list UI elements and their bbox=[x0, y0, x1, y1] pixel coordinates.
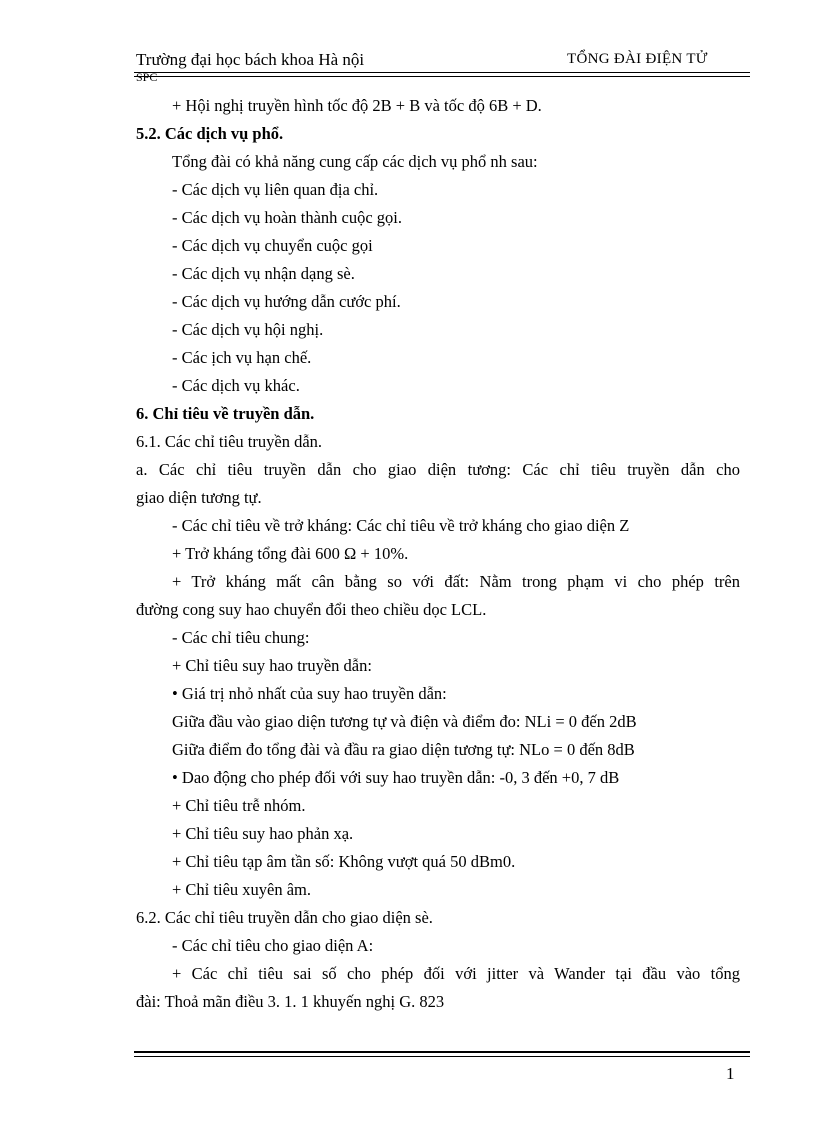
page-number: 1 bbox=[726, 1064, 735, 1083]
subsection-heading: 6.2. Các chỉ tiêu truyền dẫn cho giao diện sè. bbox=[136, 908, 433, 927]
list-item: - Các dịch vụ hội nghị. bbox=[172, 320, 324, 339]
text-line: + Hội nghị truyền hình tốc độ 2B + B và tốc độ 6B + D. bbox=[172, 96, 542, 115]
header-school: Trường đại học bách khoa Hà nội bbox=[136, 50, 365, 69]
bullet-item: • Giá trị nhỏ nhất của suy hao truyền dẫn: bbox=[172, 684, 447, 703]
text-line: Giữa đầu vào giao diện tương tự và điện và điểm đo: NLi = 0 đến 2dB bbox=[172, 712, 637, 731]
text-line: - Các chỉ tiêu chung: bbox=[172, 628, 310, 647]
text-line: + Các chỉ tiêu sai số cho phép đối với jitter và Wander tại đầu vào tổng bbox=[172, 964, 740, 983]
list-item: - Các dịch vụ nhận dạng sè. bbox=[172, 264, 355, 283]
text-line: + Trở kháng tổng đài 600 Ω + 10%. bbox=[172, 544, 409, 563]
list-item: - Các dịch vụ khác. bbox=[172, 376, 300, 395]
list-item: - Các ịch vụ hạn chế. bbox=[172, 348, 312, 367]
subsection-heading: 6.1. Các chỉ tiêu truyền dẫn. bbox=[136, 432, 323, 451]
text-line: Giữa điểm đo tổng đài và đầu ra giao diện tương tự: NLo = 0 đến 8dB bbox=[172, 740, 635, 759]
text-line: a. Các chỉ tiêu truyền dẫn cho giao diện tương: Các chỉ tiêu truyền dẫn cho bbox=[136, 460, 740, 479]
text-line: + Chỉ tiêu tạp âm tần số: Không vượt quá 50 dBm0. bbox=[172, 852, 516, 871]
header-title: TỔNG ĐÀI ĐIỆN TỬ bbox=[567, 51, 708, 67]
text-line: Tổng đài có khả năng cung cấp các dịch vụ phổ nh sau: bbox=[172, 152, 538, 171]
list-item: - Các dịch vụ liên quan địa chỉ. bbox=[172, 180, 379, 199]
header-rule bbox=[134, 72, 750, 73]
section-heading: 5.2. Các dịch vụ phổ. bbox=[136, 124, 284, 143]
text-line: đường cong suy hao chuyển đổi theo chiều dọc LCL. bbox=[136, 600, 487, 619]
text-line: + Trở kháng mất cân bằng so với đất: Nằm trong phạm vi cho phép trên bbox=[172, 572, 740, 591]
text-line: + Chỉ tiêu trễ nhóm. bbox=[172, 796, 306, 815]
text-line: + Chỉ tiêu suy hao phản xạ. bbox=[172, 824, 354, 843]
text-line: - Các chỉ tiêu cho giao diện A: bbox=[172, 936, 374, 955]
text-line: giao diện tương tự. bbox=[136, 488, 262, 507]
list-item: - Các dịch vụ hoàn thành cuộc gọi. bbox=[172, 208, 403, 227]
list-item: - Các dịch vụ chuyển cuộc gọi bbox=[172, 236, 373, 255]
text-line: + Chỉ tiêu xuyên âm. bbox=[172, 880, 311, 899]
header-rule-thin bbox=[134, 76, 750, 77]
text-line: - Các chỉ tiêu về trở kháng: Các chỉ tiêu về trở kháng cho giao diện Z bbox=[172, 516, 630, 535]
bullet-item: • Dao động cho phép đối với suy hao truyền dẫn: -0, 3 đến +0, 7 dB bbox=[172, 768, 620, 787]
footer-rule-thin bbox=[134, 1056, 750, 1057]
list-item: - Các dịch vụ hướng dẫn cước phí. bbox=[172, 292, 401, 311]
text-line: đài: Thoả mãn điều 3. 1. 1 khuyến nghị G. 823 bbox=[136, 992, 445, 1011]
section-heading: 6. Chỉ tiêu về truyền dẫn. bbox=[136, 404, 315, 423]
footer-rule bbox=[134, 1051, 750, 1053]
header-title-continuation: SPC bbox=[136, 70, 158, 84]
text-line: + Chỉ tiêu suy hao truyền dẫn: bbox=[172, 656, 372, 675]
